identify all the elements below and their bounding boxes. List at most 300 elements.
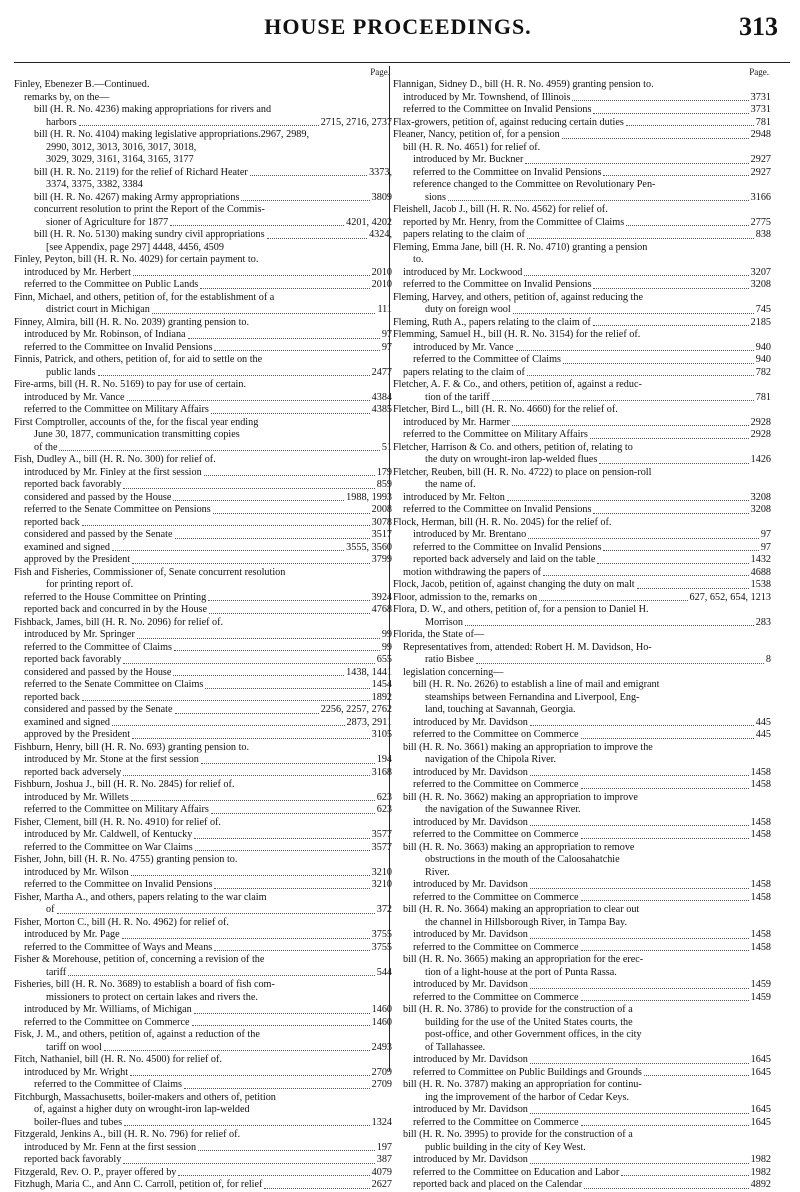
index-entry-pages: 1458 — [750, 941, 771, 953]
index-entry-text: reported back and placed on the Calendar — [413, 1179, 583, 1190]
dot-leader — [204, 475, 375, 476]
index-entry — [393, 1092, 771, 1105]
index-entry-text: referred to the Committee of Ways and Means — [24, 941, 213, 953]
index-entry-pages: 3208 — [750, 504, 771, 515]
index-entry — [14, 329, 392, 342]
index-entry-pages: 1460 — [371, 1004, 392, 1015]
index-entry-text: Finney, Almira, bill (H. R. No. 2039) granting pension to. — [14, 316, 250, 328]
dot-leader — [213, 513, 370, 514]
index-entry — [393, 1142, 771, 1155]
index-entry — [14, 754, 392, 767]
index-entry — [393, 467, 771, 480]
index-entry — [393, 579, 771, 592]
index-entry — [14, 292, 392, 305]
index-entry-text: Fleming, Harvey, and others, petition of, against reducing the — [393, 291, 644, 303]
index-entry-pages: 1460 — [371, 1016, 392, 1028]
index-entry — [14, 1142, 392, 1155]
index-entry — [14, 492, 392, 505]
index-entry-pages: 1538 — [750, 579, 771, 590]
index-entry-pages: 4688 — [750, 566, 771, 578]
index-entry — [393, 392, 771, 405]
dot-leader — [241, 200, 369, 201]
dot-leader — [82, 700, 370, 701]
index-entry — [14, 242, 392, 255]
index-entry-pages: 1459 — [750, 991, 771, 1003]
dot-leader — [528, 538, 759, 539]
index-entry — [14, 517, 392, 530]
index-entry-text: examined and signed — [24, 716, 111, 728]
dot-leader — [597, 563, 748, 564]
index-entry-text: ing the improvement of the harbor of Cedar Keys. — [425, 1091, 629, 1103]
index-entry-pages: 2008 — [371, 504, 392, 515]
index-entry-text: referred to Committee on Public Buildings and Grounds — [413, 1066, 642, 1078]
index-entry-pages: 859 — [376, 479, 392, 490]
index-entry — [393, 342, 771, 355]
index-entry-text: introduced by Mr. Davidson — [413, 929, 528, 940]
page-title: HOUSE PROCEEDINGS. — [264, 14, 532, 39]
index-entry-text: June 30, 1877, communication transmitting copies — [34, 429, 240, 440]
index-entry-text: Flock, Herman, bill (H. R. No. 2045) for the relief of. — [393, 516, 612, 528]
dot-leader — [543, 575, 749, 576]
index-entry — [14, 117, 392, 130]
index-entry-text: Fletcher, Bird L., bill (H. R. No. 4660) for the relief of. — [393, 404, 618, 415]
index-entry — [14, 1154, 392, 1167]
index-entry — [393, 129, 771, 142]
index-entry-pages: 1454 — [371, 679, 392, 690]
index-entry — [14, 592, 392, 605]
index-entry-text: of Tallahassee. — [425, 1041, 486, 1053]
index-entry-text: boiler-flues and tubes — [34, 1116, 123, 1128]
index-entry — [393, 279, 771, 292]
index-entry-text: sions — [425, 191, 446, 203]
index-entry-text: introduced by Mr. Willets — [24, 791, 129, 803]
index-entry-pages: 3577 — [371, 841, 392, 853]
dot-leader — [563, 363, 754, 364]
index-entry — [14, 267, 392, 280]
index-entry-text: post-office, and other Government offices, in the city — [425, 1029, 642, 1040]
index-entry-text: introduced by Mr. Davidson — [413, 1154, 528, 1165]
index-entry-text: introduced by Mr. Davidson — [413, 816, 528, 828]
dot-leader — [214, 350, 379, 351]
index-entry — [14, 479, 392, 492]
index-entry-text: referred to the Senate Committee on Claims — [24, 679, 204, 690]
index-entry — [14, 729, 392, 742]
index-entry-text: public building in the city of Key West. — [425, 1141, 586, 1153]
dot-leader — [211, 813, 375, 814]
index-entry — [14, 342, 392, 355]
index-entry-text: the duty on wrought-iron lap-welded flues — [425, 454, 598, 465]
index-entry-text: introduced by Mr. Davidson — [413, 766, 528, 778]
dot-leader — [530, 988, 749, 989]
index-entry — [14, 79, 392, 92]
dot-leader — [152, 313, 376, 314]
dot-leader — [98, 375, 370, 376]
dot-leader — [178, 1175, 369, 1176]
index-entry-pages: 2775 — [750, 216, 771, 228]
index-entry-text: bill (H. R. No. 4236) making appropriations for rivers and — [34, 104, 272, 115]
index-entry-text: land, touching at Savannah, Georgia. — [425, 704, 576, 715]
dot-leader — [603, 550, 758, 551]
index-entry-text: Fisheries, bill (H. R. No. 3689) to establish a board of fish com- — [14, 979, 275, 990]
index-entry-pages: 2927 — [750, 166, 771, 178]
index-entry — [14, 604, 392, 617]
index-entry-pages: 1458 — [750, 879, 771, 890]
index-entry — [393, 479, 771, 492]
index-entry-text: tariff — [46, 966, 67, 978]
dot-leader — [131, 800, 375, 801]
index-entry — [14, 879, 392, 892]
index-entry — [393, 1167, 771, 1180]
index-entry — [14, 104, 392, 117]
index-entry-text: Fishback, James, bill (H. R. No. 2096) for relief of. — [14, 616, 224, 628]
index-entry-text: introduced by Mr. Davidson — [413, 1054, 528, 1065]
dot-leader — [123, 775, 369, 776]
index-entry — [393, 179, 771, 192]
index-entry-text: steamships between Fernandina and Liverpool, Eng- — [425, 691, 640, 703]
index-entry-text: referred to the Committee on Education and Labor — [413, 1166, 620, 1178]
index-entry-pages: 4201, 4202 — [346, 216, 392, 228]
index-entry-text: to. — [413, 254, 424, 265]
index-entry — [14, 1067, 392, 1080]
index-entry-text: introduced by Mr. Townshend, of Illinois — [403, 91, 571, 103]
dot-leader — [132, 738, 370, 739]
index-entry — [393, 992, 771, 1005]
index-entry-pages: 782 — [755, 366, 771, 378]
index-entry-pages: 1438, 1441 — [346, 666, 392, 678]
index-entry-text: tion of a light-house at the port of Punta Rassa. — [425, 966, 617, 978]
dot-leader — [124, 1125, 370, 1126]
index-entry — [14, 779, 392, 792]
dot-leader — [581, 1000, 749, 1001]
index-entry-text: Fleming, Ruth A., papers relating to the claim of — [393, 316, 591, 328]
dot-leader — [200, 288, 369, 289]
index-entry — [393, 767, 771, 780]
index-entry-text: bill (H. R. No. 2626) to establish a line of mail and emigrant — [413, 679, 660, 690]
index-entry — [14, 1092, 392, 1105]
index-entry-pages: 99 — [381, 629, 392, 640]
index-entry-pages: 3373, — [369, 166, 392, 178]
index-entry — [14, 692, 392, 705]
index-entry-text: 3029, 3029, 3161, 3164, 3165, 3177 — [46, 154, 194, 165]
index-entry-text: motion withdrawing the papers of — [403, 566, 542, 578]
index-entry — [14, 217, 392, 230]
dot-leader — [214, 888, 369, 889]
index-entry — [393, 417, 771, 430]
index-entry — [393, 917, 771, 930]
index-entry — [14, 304, 392, 317]
index-entry-pages: 194 — [376, 754, 392, 765]
index-entry-text: Flannigan, Sidney D., bill (H. R. No. 4959) granting pension to. — [393, 79, 654, 90]
dot-leader — [530, 725, 754, 726]
index-entry — [393, 629, 771, 642]
index-entry — [14, 942, 392, 955]
index-entry — [393, 329, 771, 342]
index-entry-pages: 3517 — [371, 529, 392, 540]
index-entry-text: Fletcher, Reuben, bill (H. R. No. 4722) to place on pension-roll — [393, 466, 652, 478]
index-entry-text: bill (H. R. No. 4651) for relief of. — [403, 141, 541, 153]
dot-leader — [211, 413, 370, 414]
index-entry — [14, 379, 392, 392]
index-entry-pages: 623 — [376, 804, 392, 815]
index-entry-text: of, against a higher duty on wrought-iron lap-welded — [34, 1104, 250, 1115]
index-entry-text: First Comptroller, accounts of the, for the fiscal year ending — [14, 416, 259, 428]
index-entry — [393, 529, 771, 542]
index-entry — [393, 204, 771, 217]
dot-leader — [626, 225, 748, 226]
index-entry-text: tion of the tariff — [425, 391, 490, 403]
left-entries — [14, 79, 392, 1192]
dot-leader — [123, 1163, 374, 1164]
index-entry-text: considered and passed by the House — [24, 491, 172, 503]
dot-leader — [130, 1075, 370, 1076]
index-entry-text: bill (H. R. No. 3665) making an appropriation for the erec- — [403, 954, 644, 965]
index-entry — [14, 442, 392, 455]
index-entry — [393, 142, 771, 155]
index-entry-pages: 1426 — [750, 454, 771, 465]
index-entry — [393, 1129, 771, 1142]
index-entry-text: referred to the Committee of Claims — [24, 641, 172, 653]
index-entry — [14, 1129, 392, 1142]
index-entry — [14, 979, 392, 992]
dot-leader — [581, 788, 749, 789]
index-entry — [393, 717, 771, 730]
index-entry-text: examined and signed — [24, 541, 111, 553]
index-entry-text: referred to the Committee on Invalid Pensions — [413, 166, 602, 178]
index-entry — [393, 354, 771, 367]
index-entry-text: Morrison — [425, 616, 463, 628]
index-entry — [393, 754, 771, 767]
index-entry-text: bill (H. R. No. 3662) making an appropriation to improve — [403, 791, 638, 803]
dot-leader — [593, 325, 749, 326]
index-entry-text: approved by the President — [24, 554, 131, 565]
page-number: 313 — [739, 12, 778, 41]
index-entry-text: bill (H. R. No. 4104) making legislative appropriations.2967, 2989, — [34, 129, 310, 140]
index-entry — [14, 617, 392, 630]
index-entry-pages: 781 — [755, 391, 771, 403]
index-entry — [393, 792, 771, 805]
index-entry — [393, 1017, 771, 1030]
index-entry-pages: 1458 — [750, 929, 771, 940]
index-entry — [14, 529, 392, 542]
index-entry-pages: 3166 — [750, 191, 771, 203]
index-entry — [14, 1167, 392, 1180]
index-entry-pages: 2493 — [371, 1041, 392, 1053]
index-entry — [393, 729, 771, 742]
index-entry-pages: 1458 — [750, 829, 771, 840]
index-entry-pages: 1458 — [750, 779, 771, 790]
index-entry — [393, 567, 771, 580]
index-entry-pages: 3078 — [371, 516, 392, 528]
index-entry-text: referred to the Committee on Invalid Pensions — [403, 279, 592, 290]
dot-leader — [626, 125, 754, 126]
dot-leader — [137, 638, 380, 639]
index-entry — [393, 804, 771, 817]
index-entry — [14, 1017, 392, 1030]
index-entry — [393, 517, 771, 530]
dot-leader — [175, 713, 319, 714]
index-entry — [393, 429, 771, 442]
index-entry — [393, 267, 771, 280]
index-entry — [393, 542, 771, 555]
dot-leader — [530, 888, 749, 889]
index-entry — [14, 842, 392, 855]
index-entry-text: public lands — [46, 366, 96, 378]
index-entry-text: considered and passed by the House — [24, 666, 172, 678]
index-entry — [14, 229, 392, 242]
dot-leader — [170, 225, 344, 226]
index-entry-pages: 97 — [760, 541, 771, 553]
index-entry — [14, 829, 392, 842]
index-entry — [393, 1067, 771, 1080]
index-entry — [14, 542, 392, 555]
dot-leader — [122, 938, 370, 939]
dot-leader — [513, 313, 754, 314]
index-entry-text: navigation of the Chipola River. — [425, 754, 556, 765]
dot-leader — [267, 238, 367, 239]
index-entry — [393, 154, 771, 167]
index-entry-pages: 2185 — [750, 316, 771, 328]
index-entry — [14, 1079, 392, 1092]
dot-leader — [82, 525, 370, 526]
index-entry — [14, 917, 392, 930]
index-entry — [14, 1117, 392, 1130]
dot-leader — [584, 1188, 748, 1189]
index-entry-text: reported back favorably — [24, 654, 122, 665]
index-entry-text: building for the use of the United States courts, the — [425, 1016, 633, 1028]
index-entry-pages: 1645 — [750, 1104, 771, 1115]
index-entry-text: referred to the Committee on Commerce — [413, 779, 579, 790]
index-entry — [393, 604, 771, 617]
index-entry-text: Fitchburgh, Massachusetts, boiler-makers and others of, petition — [14, 1091, 276, 1103]
index-entry — [14, 967, 392, 980]
index-entry — [393, 1004, 771, 1017]
index-entry — [393, 492, 771, 505]
index-entry-text: Fletcher, A. F. & Co., and others, petition of, against a reduc- — [393, 379, 642, 390]
index-entry-pages: 1324 — [371, 1116, 392, 1128]
dot-leader — [507, 500, 749, 501]
dot-leader — [131, 875, 370, 876]
dot-leader — [581, 900, 749, 901]
dot-leader — [184, 1088, 370, 1089]
index-entry — [393, 242, 771, 255]
index-entry — [393, 304, 771, 317]
index-entry-text: papers relating to the claim of — [403, 229, 525, 240]
index-entry-text: introduced by Mr. Harmer — [403, 416, 510, 428]
index-entry-text: Fleming, Emma Jane, bill (H. R. No. 4710) granting a pension — [393, 241, 648, 253]
index-entry-pages: 51 — [381, 441, 392, 453]
index-entry-pages: 1982 — [750, 1166, 771, 1178]
index-entry-text: Finley, Peyton, bill (H. R. No. 4029) for certain payment to. — [14, 254, 259, 265]
index-entry — [14, 704, 392, 717]
index-entry-pages: 283 — [755, 616, 771, 628]
index-entry — [14, 579, 392, 592]
index-entry-text: referred to the Committee on War Claims — [24, 841, 193, 853]
index-entry-pages: 179 — [376, 466, 392, 478]
index-entry — [14, 179, 392, 192]
index-entry-text: Fishburn, Joshua J., bill (H. R. No. 2845) for relief of. — [14, 779, 235, 790]
dot-leader — [250, 175, 367, 176]
dot-leader — [637, 588, 749, 589]
index-entry-pages: 781 — [755, 116, 771, 128]
index-entry — [14, 992, 392, 1005]
index-entry — [393, 1179, 771, 1192]
dot-leader — [593, 288, 748, 289]
index-entry — [393, 367, 771, 380]
index-entry-text: Fisher, Martha A., and others, papers relating to the war claim — [14, 891, 267, 903]
index-entry-text: introduced by Mr. Davidson — [413, 1104, 528, 1115]
index-entry-text: introduced by Mr. Fenn at the first session — [24, 1141, 197, 1153]
index-entry — [393, 92, 771, 105]
dot-leader — [599, 463, 748, 464]
dot-leader — [590, 438, 749, 439]
index-entry-text: introduced by Mr. Davidson — [413, 879, 528, 890]
dot-leader — [194, 838, 369, 839]
index-entry-text: tariff on wool — [46, 1041, 102, 1053]
index-entry — [14, 1179, 392, 1192]
index-entry — [393, 167, 771, 180]
dot-leader — [581, 950, 749, 951]
index-entry-pages: 372 — [376, 904, 392, 915]
index-entry-text: Fleishell, Jacob J., bill (H. R. No. 4562) for relief of. — [393, 204, 608, 215]
index-entry — [14, 1004, 392, 1017]
dot-leader — [208, 600, 369, 601]
index-entry-text: reference changed to the Committee on Revolutionary Pen- — [413, 179, 656, 190]
index-entry — [393, 842, 771, 855]
index-entry — [393, 1154, 771, 1167]
index-entry-text: of — [46, 904, 55, 915]
dot-leader — [132, 563, 370, 564]
index-entry — [393, 79, 771, 92]
index-entry-pages: 445 — [755, 716, 771, 728]
index-entry-text: Representatives from, attended: Robert H. M. Davidson, Ho- — [403, 641, 652, 653]
index-entry-text: reported back — [24, 691, 80, 703]
index-entry — [393, 379, 771, 392]
index-entry — [393, 954, 771, 967]
index-entry-text: the channel in Hillsborough River, in Tampa Bay. — [425, 916, 628, 928]
index-entry-text: referred to the Committee on Commerce — [413, 729, 579, 740]
index-entry-pages: 940 — [755, 354, 771, 365]
index-entry-text: bill (H. R. No. 3786) to provide for the construction of a — [403, 1004, 633, 1015]
index-entry — [393, 1079, 771, 1092]
index-entry-pages: 1458 — [750, 816, 771, 828]
dot-leader — [188, 338, 380, 339]
index-entry — [393, 692, 771, 705]
index-entry-text: referred to the Senate Committee on Pensions — [24, 504, 211, 515]
index-entry-text: referred to the House Committee on Printing — [24, 591, 207, 603]
index-entry — [393, 1117, 771, 1130]
index-entry-text: introduced by Mr. Davidson — [413, 979, 528, 990]
index-entry — [393, 967, 771, 980]
dot-leader — [530, 938, 749, 939]
dot-leader — [581, 838, 749, 839]
index-entry — [393, 317, 771, 330]
index-entry-pages: 3577 — [371, 829, 392, 840]
index-entry-text: introduced by Mr. Brentano — [413, 529, 527, 540]
index-entry — [14, 254, 392, 267]
index-entry-text: Fisher, Clement, bill (H. R. No. 4910) for relief of. — [14, 816, 221, 828]
dot-leader — [112, 550, 344, 551]
index-entry-pages: 2010 — [371, 266, 392, 278]
index-entry — [393, 779, 771, 792]
index-entry-pages: 99 — [381, 641, 392, 653]
dot-leader — [192, 1025, 370, 1026]
index-entry-pages: 387 — [376, 1154, 392, 1165]
index-entry — [393, 254, 771, 267]
index-entry — [14, 392, 392, 405]
index-entry-text: Fitzgerald, Rev. O. P., prayer offered by — [14, 1166, 177, 1178]
right-column-page-heading: Page. — [749, 67, 769, 77]
index-entry-pages: 3924 — [371, 591, 392, 603]
